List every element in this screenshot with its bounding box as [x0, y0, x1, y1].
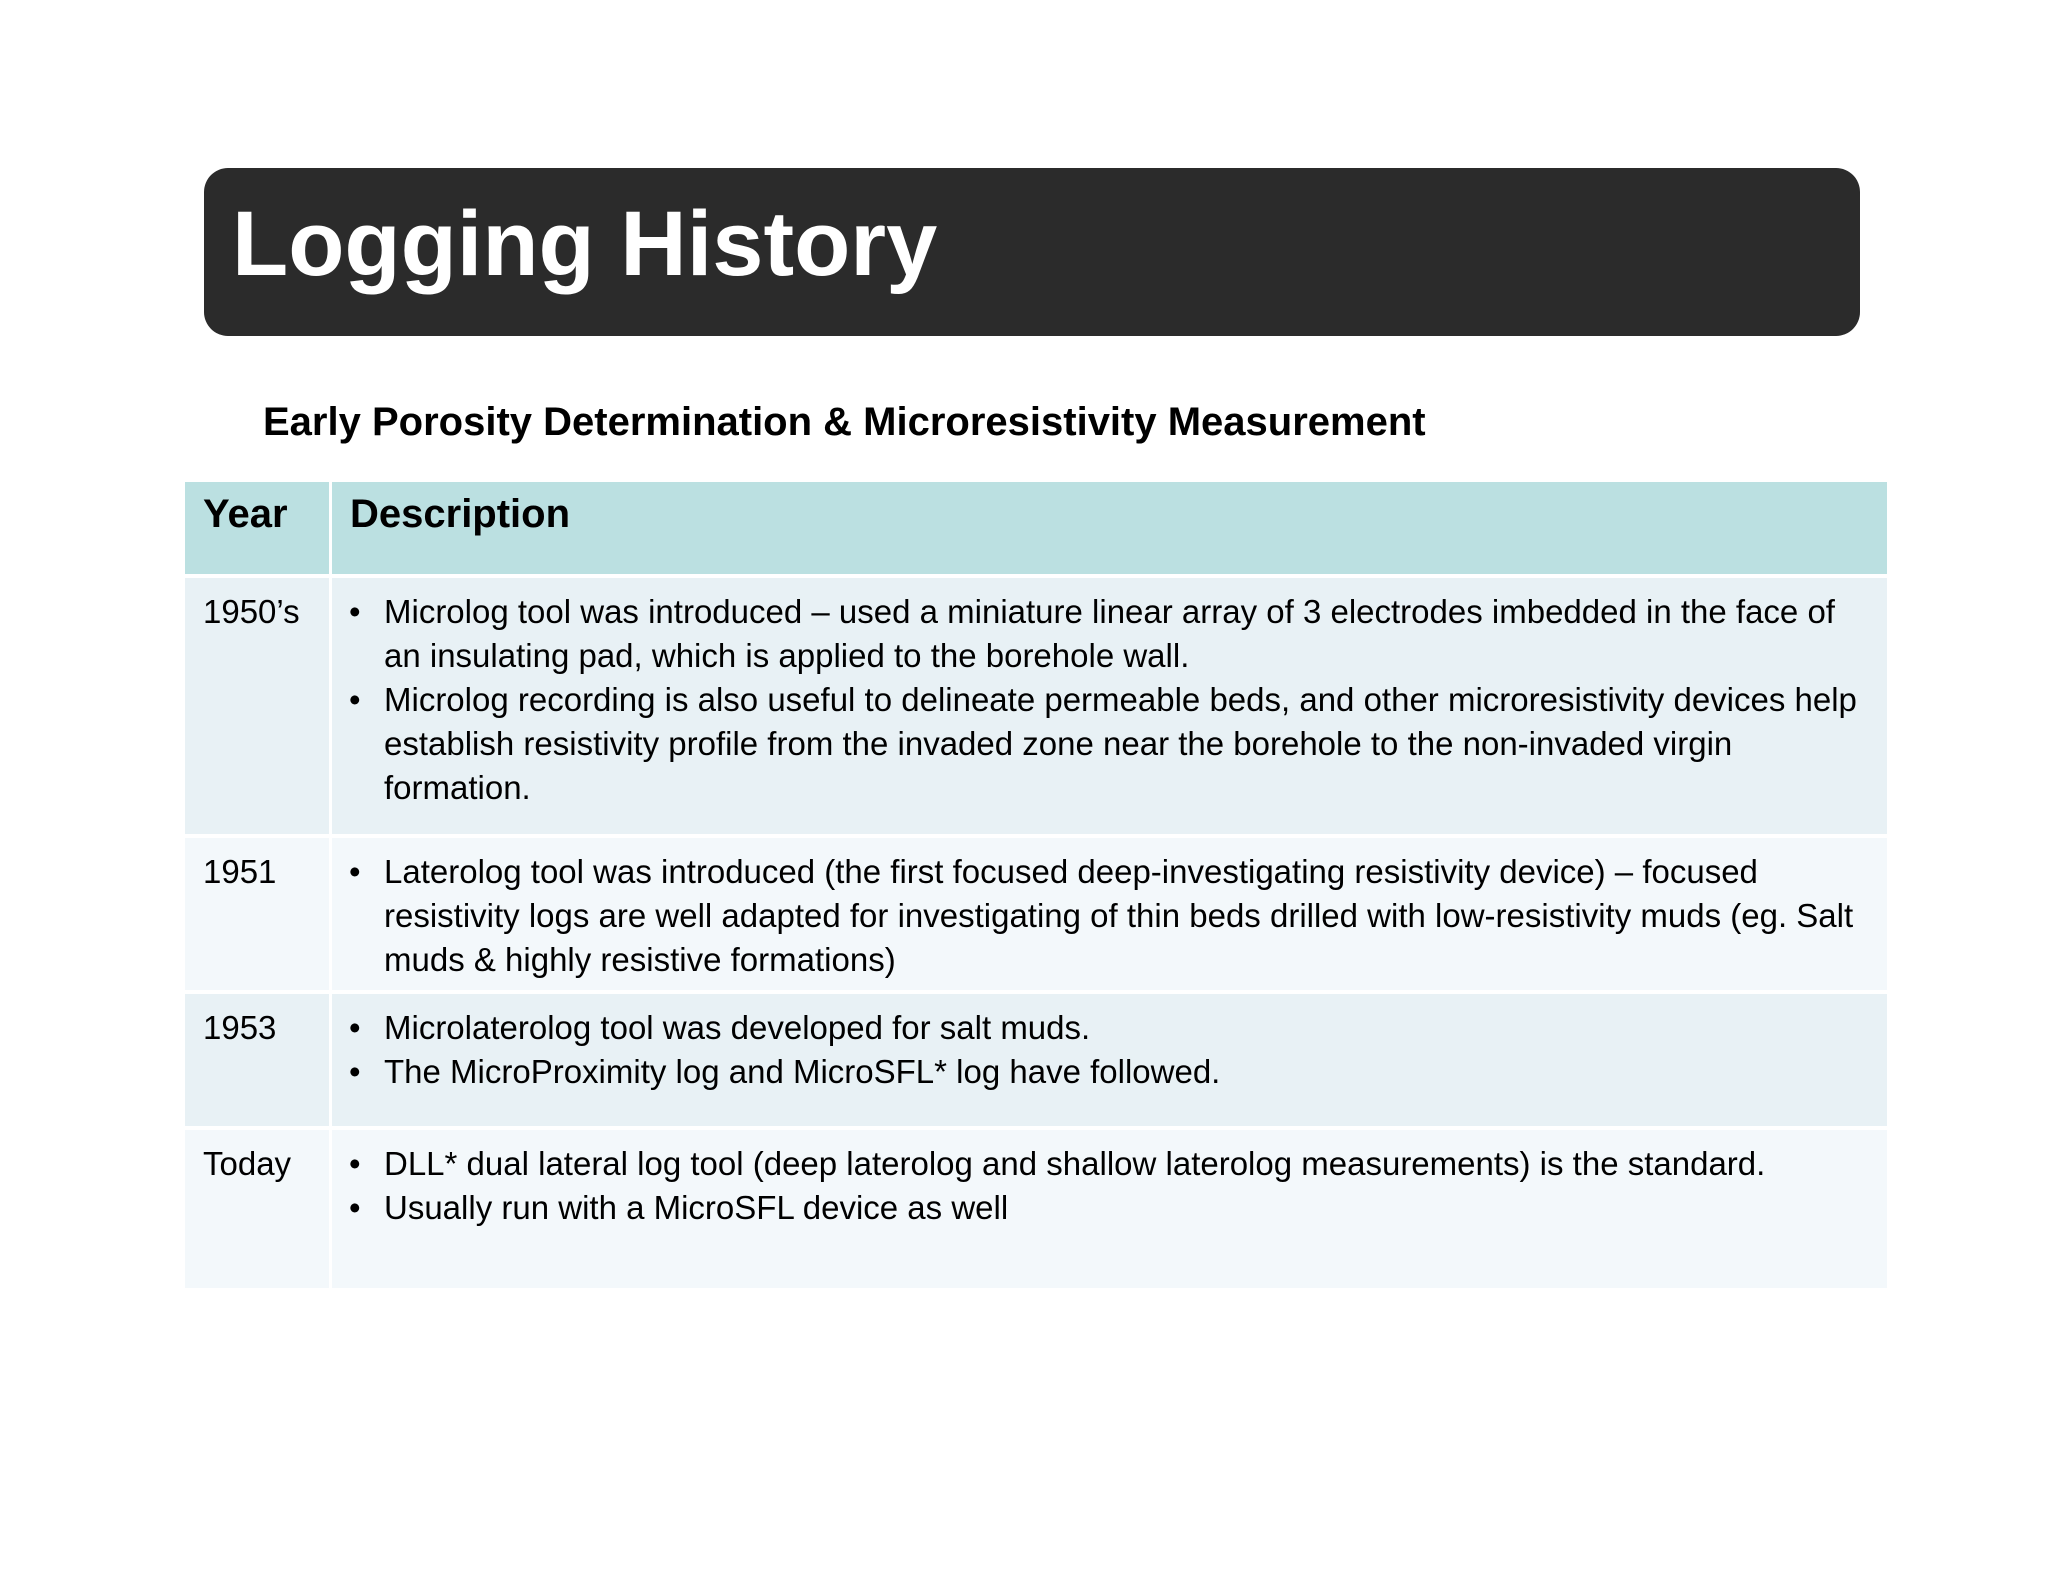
list-item-text: Microlaterolog tool was developed for salt muds. [384, 1009, 1091, 1046]
list-item-text: Microlog tool was introduced – used a miniature linear array of 3 electrodes imbedded in the face of an insulating pad, which is applied to the borehole wall. [384, 593, 1835, 674]
header-year-label: Year [203, 492, 288, 536]
year-cell [185, 1130, 332, 1292]
year-cell [185, 994, 332, 1130]
section-subtitle: Early Porosity Determination & Microresistivity Measurement [263, 400, 1426, 444]
list-item-text: Laterolog tool was introduced (the first focused deep-investigating resistivity device) – focused resistivity logs are well adapted for investigating of thin beds drilled with low-resistivity muds (eg. Salt muds & highly resistive formations) [384, 853, 1854, 978]
description-list [332, 838, 1887, 982]
description-cell [332, 994, 1887, 1130]
bullet-icon: • [349, 1145, 361, 1182]
list-item [349, 678, 1863, 810]
list-item-text: Microlog recording is also useful to delineate permeable beds, and other microresistivity devices help establish resistivity profile from the invaded zone near the borehole to the non-invaded virgin formation. [384, 681, 1857, 806]
year-cell [185, 838, 332, 994]
list-item-text: Usually run with a MicroSFL device as well [384, 1189, 1009, 1226]
bullet-icon: • [349, 853, 361, 890]
description-cell [332, 578, 1887, 838]
year-cell [185, 578, 332, 838]
year-value: Today [203, 1145, 292, 1182]
bullet-icon: • [349, 1189, 361, 1226]
list-item-text: DLL* dual lateral log tool (deep laterolog and shallow laterolog measurements) is the standard. [384, 1145, 1766, 1182]
description-cell [332, 1130, 1887, 1292]
list-item-text: The MicroProximity log and MicroSFL* log have followed. [384, 1053, 1221, 1090]
list-item [349, 850, 1863, 982]
description-list [332, 578, 1887, 810]
bullet-icon: • [349, 1009, 361, 1046]
table-row [185, 994, 1887, 1130]
year-value: 1951 [203, 853, 277, 890]
table-row [185, 578, 1887, 838]
bullet-icon: • [349, 1053, 361, 1090]
history-table [185, 482, 1887, 1292]
table-row [185, 1130, 1887, 1292]
description-cell [332, 838, 1887, 994]
table-header-row [185, 482, 1887, 578]
list-item [349, 1006, 1863, 1050]
title-banner [204, 168, 1860, 336]
header-year [185, 482, 332, 578]
year-value: 1953 [203, 1009, 277, 1046]
list-item [349, 1050, 1863, 1094]
list-item [349, 1142, 1863, 1186]
year-value: 1950’s [203, 593, 300, 630]
description-list [332, 1130, 1887, 1230]
header-description [332, 482, 1887, 578]
description-list [332, 994, 1887, 1094]
list-item [349, 1186, 1863, 1230]
list-item [349, 590, 1863, 678]
table-row [185, 838, 1887, 994]
header-description-label: Description [350, 492, 571, 536]
bullet-icon: • [349, 681, 361, 718]
bullet-icon: • [349, 593, 361, 630]
page-title: Logging History [232, 193, 938, 295]
